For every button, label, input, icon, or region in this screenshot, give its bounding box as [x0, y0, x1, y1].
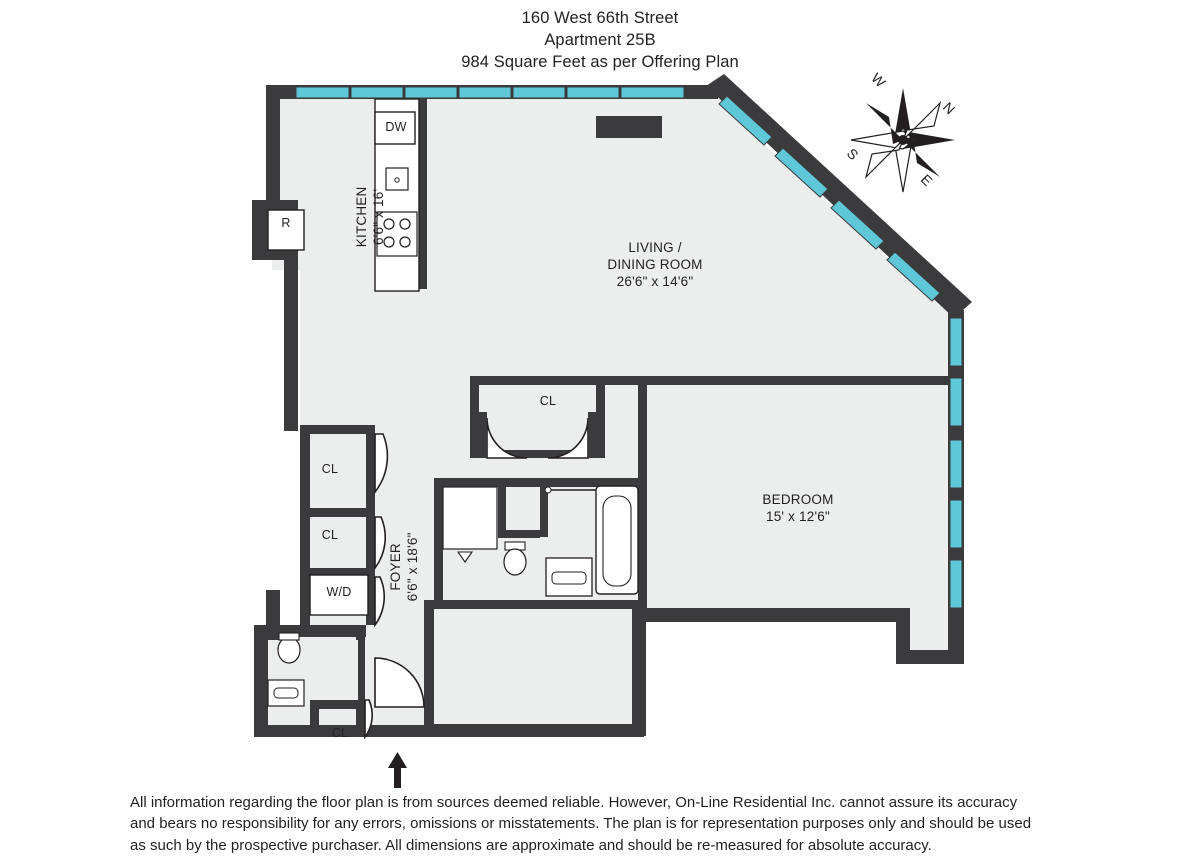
- closet-label-bedroom-hall: CL: [539, 394, 557, 408]
- powder-room-fixtures: [268, 633, 358, 706]
- plan-disclaimer: [130, 792, 1102, 856]
- closet-label-entry-door: CL: [331, 726, 349, 740]
- appliance-label-dishwasher: DW: [385, 120, 407, 134]
- header-address: 160 West 66th Street: [521, 9, 679, 27]
- compass-label-west: W: [868, 69, 889, 91]
- bedroom-dims: 15' x 12'6": [766, 508, 830, 524]
- living-dining-dims: 26'6" x 14'6": [616, 273, 694, 289]
- disclaimer-line-1: All information regarding the floor plan is from sources deemed reliable. However, On-Line Residential Inc. cannot assure its accuracy: [130, 794, 1018, 811]
- entry-arrow: [388, 752, 407, 788]
- header-apartment: Apartment 25B: [544, 30, 656, 49]
- bedroom-name: BEDROOM: [762, 492, 834, 507]
- closet-label-entry-hall-upper: CL: [321, 462, 339, 476]
- header-square-feet: 984 Square Feet as per Offering Plan: [461, 52, 739, 71]
- compass-label-east: E: [917, 171, 936, 189]
- closet-label-entry-hall-lower: CL: [321, 528, 339, 542]
- disclaimer-line-2: and bears no responsibility for any errors, omissions or misstatements. The plan is for representation purposes only and should be used: [130, 815, 1032, 833]
- compass-label-north: N: [939, 98, 959, 118]
- living-dining-name-2: DINING ROOM: [607, 256, 703, 272]
- room-label-kitchen: [354, 162, 388, 272]
- foyer-dims: 6'6" x 18'6": [405, 532, 420, 602]
- kitchen-name: KITCHEN: [354, 186, 370, 248]
- appliance-label-refrigerator: R: [281, 216, 291, 230]
- living-dining-name-1: LIVING /: [628, 240, 682, 255]
- room-label-living-dining: [575, 240, 735, 291]
- disclaimer-line-3: as such by the prospective purchaser. All dimensions are approximate and should be re-measured for absolute accuracy.: [130, 836, 932, 854]
- foyer-name: FOYER: [388, 543, 404, 591]
- room-label-bedroom: [718, 492, 878, 526]
- kitchen-dims: 6'6" x 16': [371, 188, 386, 245]
- compass-rose: [851, 88, 955, 192]
- compass-label-south: S: [843, 145, 862, 163]
- room-label-foyer: [388, 507, 422, 627]
- appliance-label-washer-dryer: W/D: [326, 585, 352, 599]
